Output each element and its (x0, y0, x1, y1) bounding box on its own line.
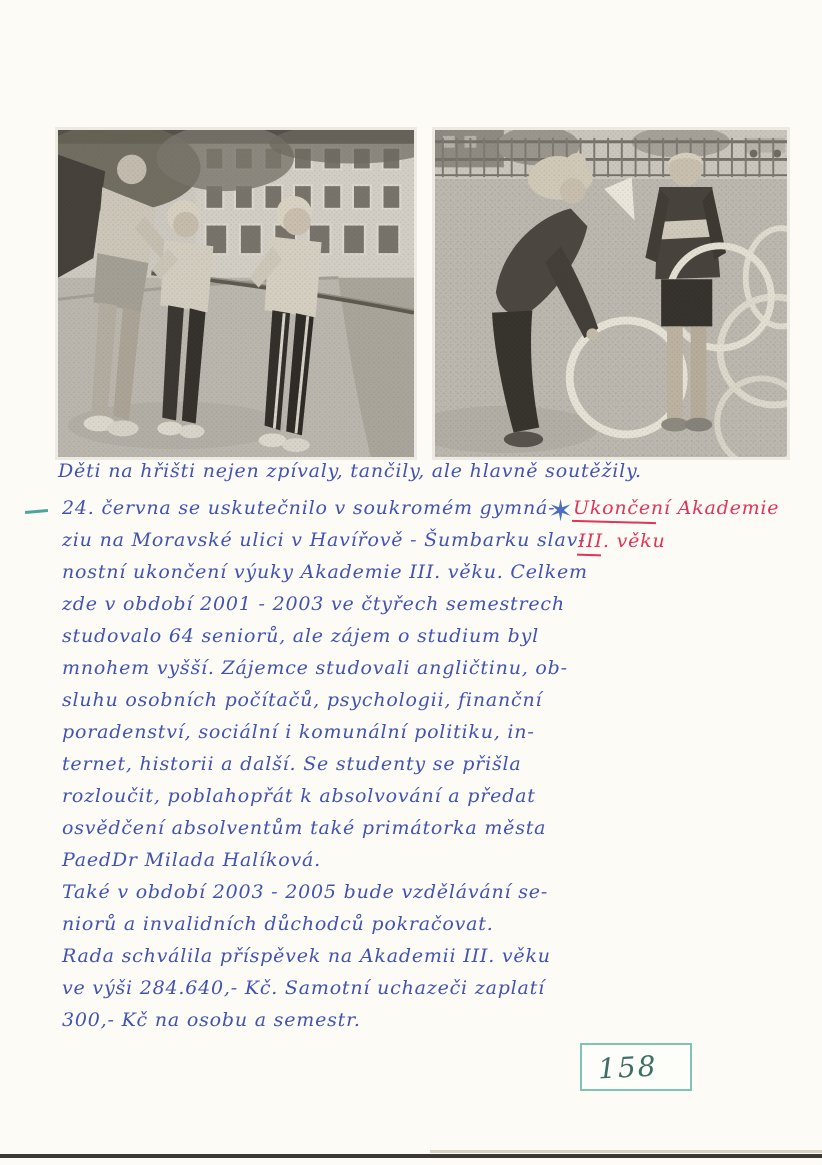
handwritten-line: ziu na Moravské ulici v Havířově - Šumbarku slav- (62, 529, 586, 551)
star-icon: ✶ (548, 494, 574, 529)
handwritten-line: ve výši 284.640,- Kč. Samotní uchazeči zaplatí (62, 977, 545, 999)
handwritten-line: sluhu osobních počítačů, psychologii, finanční (62, 689, 543, 711)
handwritten-line: niorů a invalidních důchodců pokračovat. (62, 913, 494, 935)
dash-marker (25, 509, 48, 514)
handwritten-line: PaedDr Milada Halíková. (62, 849, 321, 871)
handwritten-line: nostní ukončení výuky Akademie III. věku. Celkem (62, 561, 588, 583)
handwritten-line: ternet, historii a další. Se studenty se přišla (62, 753, 522, 775)
handwritten-line: 300,- Kč na osobu a semestr. (62, 1009, 361, 1031)
handwritten-line: mnohem vyšší. Zájemce studovali angličtinu, ob- (62, 657, 568, 679)
page-number: 158 (597, 1049, 659, 1086)
margin-note-line2: III. věku (578, 530, 666, 552)
handwritten-line: Rada schválila příspěvek na Akademii III. věku (62, 945, 551, 967)
handwritten-line: rozloučit, poblahopřát k absolvování a předat (62, 785, 536, 807)
handwritten-line: osvědčení absolventům také primátorka města (62, 817, 547, 839)
margin-note-line1: Ukončení Akademie (573, 497, 780, 519)
scan-smudge (430, 1150, 822, 1153)
handwritten-line: studovalo 64 seniorů, ale zájem o studium byl (62, 625, 540, 647)
page-number-box (580, 1043, 692, 1091)
handwritten-line: zde v období 2001 - 2003 ve čtyřech semestrech (62, 593, 565, 615)
handwritten-line: 24. června se uskutečnilo v soukromém gymná- (62, 497, 556, 519)
handwritten-line: poradenství, sociální i komunální politiku, in- (62, 721, 535, 743)
photo-caption: Děti na hřišti nejen zpívaly, tančily, ale hlavně soutěžily. (58, 460, 642, 482)
tug-of-war-illustration (58, 130, 414, 457)
handwritten-line: Také v období 2003 - 2005 bude vzdělávání se- (62, 881, 549, 903)
scan-bottom-edge (0, 1154, 822, 1158)
body-text (62, 492, 588, 1036)
hula-hoop-illustration (435, 130, 787, 457)
tug-of-war-photo (55, 127, 417, 460)
hula-hoop-photo (432, 127, 790, 460)
